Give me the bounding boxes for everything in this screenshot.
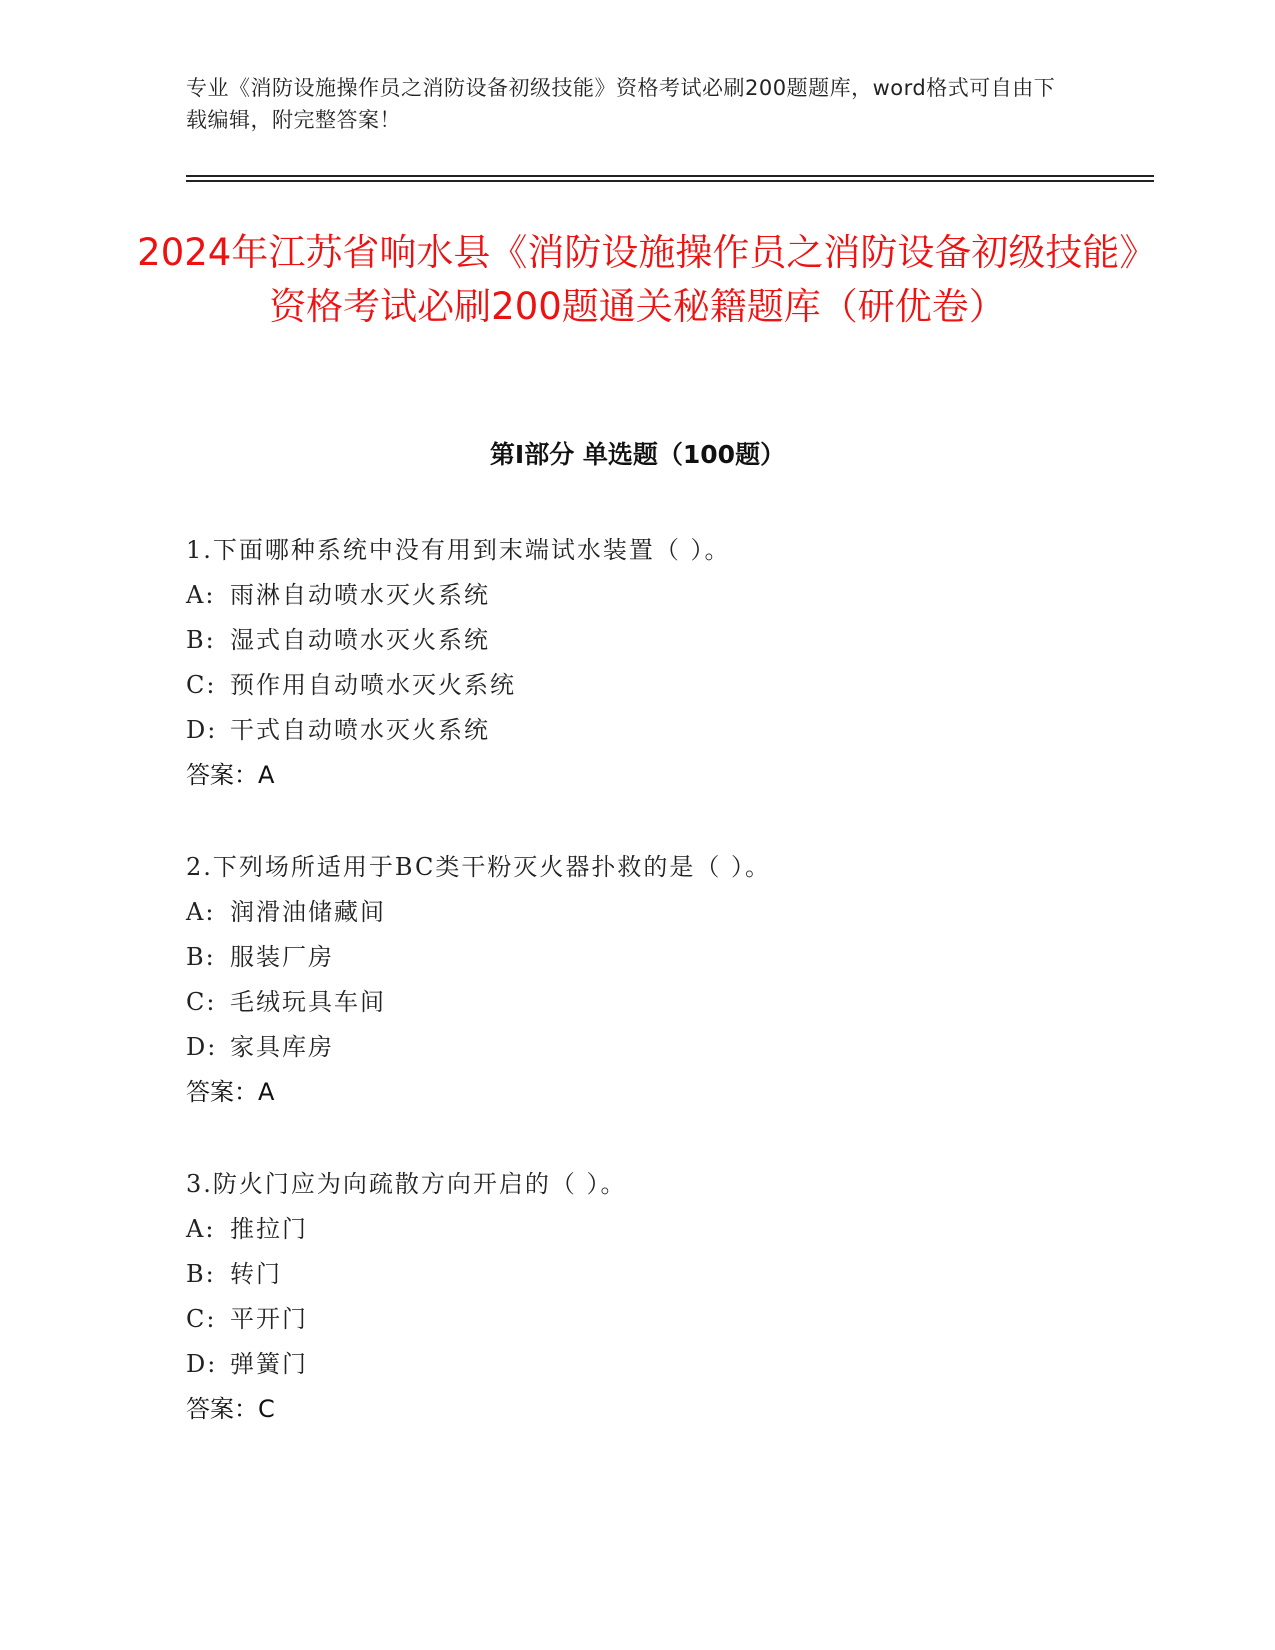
option-text: 平开门: [230, 1305, 308, 1333]
option-key: B:: [186, 626, 216, 654]
option-a: [186, 1207, 1136, 1252]
option-text: 推拉门: [230, 1215, 308, 1243]
option-c: [186, 1297, 1136, 1342]
option-text: 预作用自动喷水灭火系统: [230, 671, 516, 699]
option-a: [186, 573, 1136, 618]
option-c: [186, 980, 1136, 1025]
answer: 答案：A: [186, 1078, 275, 1106]
option-text: 润滑油储藏间: [230, 898, 386, 926]
option-text: 服装厂房: [230, 943, 334, 971]
option-key: A:: [186, 898, 216, 926]
option-text: 湿式自动喷水灭火系统: [230, 626, 490, 654]
header-divider-top: [186, 175, 1154, 177]
option-d: [186, 708, 1136, 753]
option-key: C:: [186, 671, 217, 699]
option-key: B:: [186, 943, 216, 971]
option-b: [186, 618, 1136, 663]
option-text: 弹簧门: [230, 1350, 308, 1378]
option-key: D:: [186, 1350, 218, 1378]
option-text: 雨淋自动喷水灭火系统: [230, 581, 490, 609]
question-stem: 2.下列场所适用于BC类干粉灭火器扑救的是（ ）。: [186, 853, 771, 881]
option-key: A:: [186, 581, 216, 609]
question-2: [186, 845, 1136, 1115]
option-key: B:: [186, 1260, 216, 1288]
option-text: 家具库房: [230, 1033, 334, 1061]
option-key: C:: [186, 1305, 217, 1333]
option-b: [186, 1252, 1136, 1297]
answer: 答案：C: [186, 1395, 275, 1423]
option-key: D:: [186, 1033, 218, 1061]
question-1: [186, 528, 1136, 798]
section-heading: 第Ⅰ部分 单选题（100题）: [489, 440, 786, 469]
option-text: 转门: [230, 1260, 282, 1288]
option-d: [186, 1025, 1136, 1070]
option-key: C:: [186, 988, 217, 1016]
option-c: [186, 663, 1136, 708]
option-a: [186, 890, 1136, 935]
header-note: 专业《消防设施操作员之消防设备初级技能》资格考试必刷200题题库，word格式可自由下载编辑，附完整答案！: [186, 76, 1056, 132]
option-b: [186, 935, 1136, 980]
option-text: 干式自动喷水灭火系统: [230, 716, 490, 744]
question-3: [186, 1162, 1136, 1432]
header-divider-bottom: [186, 180, 1154, 182]
option-key: D:: [186, 716, 218, 744]
question-stem: 1.下面哪种系统中没有用到末端试水装置（ ）。: [186, 536, 731, 564]
answer: 答案：A: [186, 761, 275, 789]
option-key: A:: [186, 1215, 216, 1243]
document-title: 2024年江苏省响水县《消防设施操作员之消防设备初级技能》资格考试必刷200题通关秘籍题库（研优卷）: [137, 231, 1138, 328]
option-d: [186, 1342, 1136, 1387]
question-stem: 3.防火门应为向疏散方向开启的（ ）。: [186, 1170, 627, 1198]
option-text: 毛绒玩具车间: [230, 988, 386, 1016]
